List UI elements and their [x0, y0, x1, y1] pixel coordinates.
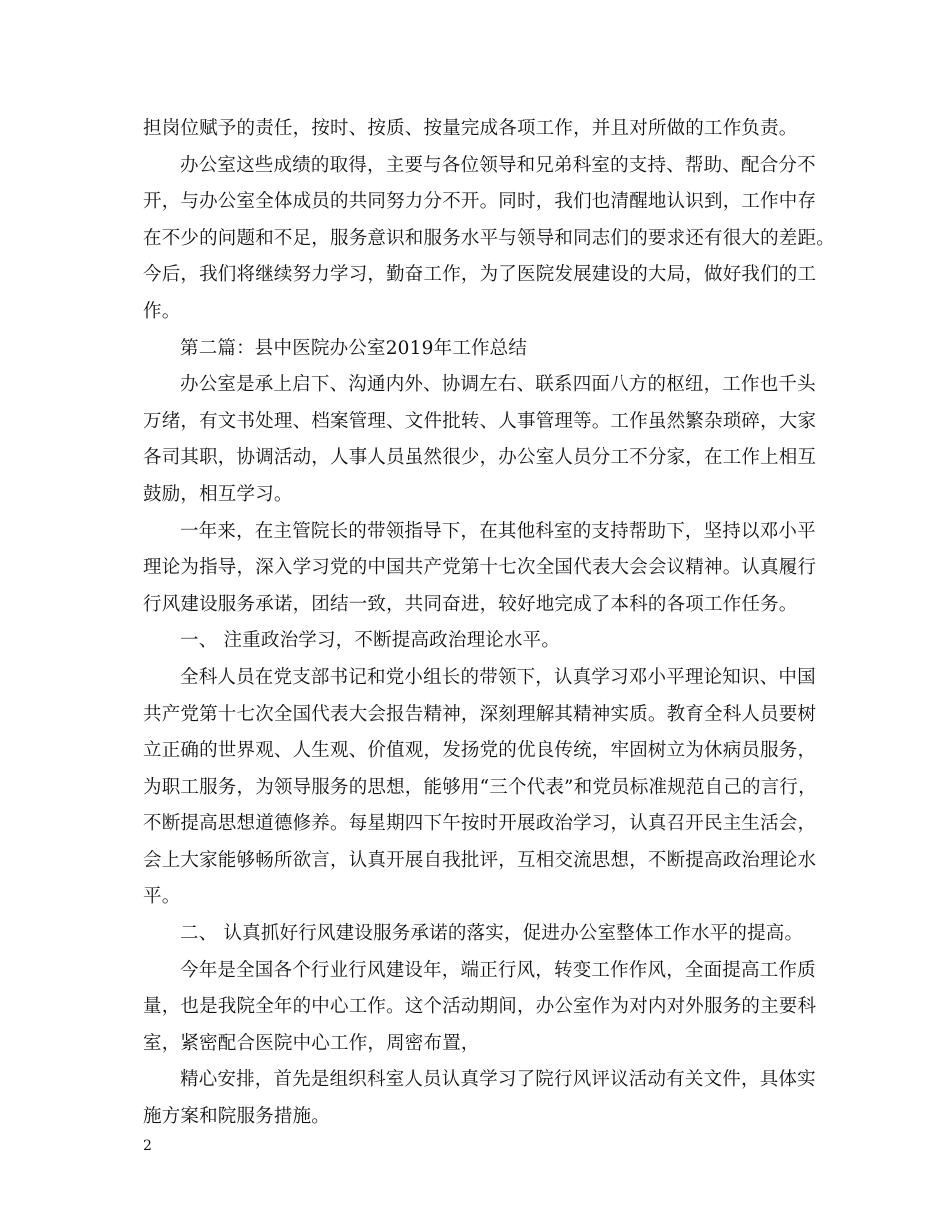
text-line: 今年是全国各个行业行风建设年，端正行风，转变工作作风，全面提高工作质 — [180, 959, 816, 981]
text-line: 今后，我们将继续努力学习，勤奋工作，为了医院发展建设的大局，做好我们的工 — [143, 264, 817, 286]
text-line: 不断提高思想道德修养。每星期四下午按时开展政治学习，认真召开民主生活会， — [143, 813, 817, 835]
document-body — [143, 111, 835, 1136]
text-line: 施方案和院服务措施。 — [143, 1106, 331, 1128]
text-line: 办公室这些成绩的取得，主要与各位领导和兄弟科室的支持、帮助、配合分不 — [180, 154, 816, 176]
text-line: 第二篇：县中医院办公室2019年工作总结 — [180, 337, 528, 359]
text-line: 一年来，在主管院长的带领指导下，在其他科室的支持帮助下，坚持以邓小平 — [180, 520, 816, 542]
text-line: 万绪，有文书处理、档案管理、文件批转、人事管理等。工作虽然繁杂琐碎，大家 — [143, 410, 817, 432]
text-line: 在不少的问题和不足，服务意识和服务水平与领导和同志们的要求还有很大的差距。 — [143, 227, 835, 249]
text-line: 鼓励，相互学习。 — [143, 483, 293, 505]
text-line: 理论为指导，深入学习党的中国共产党第十七次全国代表大会会议精神。认真履行 — [143, 557, 817, 579]
text-line: 全科人员在党支部书记和党小组长的带领下，认真学习邓小平理论知识、中国 — [180, 666, 816, 688]
text-line: 为职工服务，为领导服务的思想，能够用“三个代表”和党员标准规范自己的言行， — [143, 776, 817, 798]
text-line: 行风建设服务承诺，团结一致，共同奋进，较好地完成了本科的各项工作任务。 — [143, 593, 798, 615]
text-line: 担岗位赋予的责任，按时、按质、按量完成各项工作，并且对所做的工作负责。 — [143, 118, 798, 139]
text-line: 精心安排，首先是组织科室人员认真学习了院行风评议活动有关文件，具体实 — [180, 1069, 816, 1091]
text-line: 量，也是我院全年的中心工作。这个活动期间，办公室作为对内对外服务的主要科 — [143, 996, 817, 1018]
text-line: 一、 注重政治学习，不断提高政治理论水平。 — [180, 630, 561, 652]
text-line: 立正确的世界观、人生观、价值观，发扬党的优良传统，牢固树立为休病员服务， — [143, 740, 817, 762]
text-line: 开，与办公室全体成员的共同努力分不开。同时，我们也清醒地认识到，工作中存 — [143, 191, 817, 213]
text-line: 平。 — [143, 886, 181, 908]
page-number: 2 — [143, 1138, 152, 1154]
text-line: 室，紧密配合医院中心工作，周密布置， — [143, 1032, 480, 1054]
text-line: 各司其职，协调活动，人事人员虽然很少，办公室人员分工不分家，在工作上相互 — [143, 447, 817, 469]
text-line: 共产党第十七次全国代表大会报告精神，深刻理解其精神实质。教育全科人员要树 — [143, 703, 817, 725]
text-line: 办公室是承上启下、沟通内外、协调左右、联系四面八方的枢纽，工作也千头 — [180, 374, 816, 396]
text-line: 会上大家能够畅所欲言，认真开展自我批评，互相交流思想，不断提高政治理论水 — [143, 849, 817, 871]
text-line: 二、 认真抓好行风建设服务承诺的落实，促进办公室整体工作水平的提高。 — [180, 923, 804, 945]
text-line: 作。 — [143, 300, 181, 322]
